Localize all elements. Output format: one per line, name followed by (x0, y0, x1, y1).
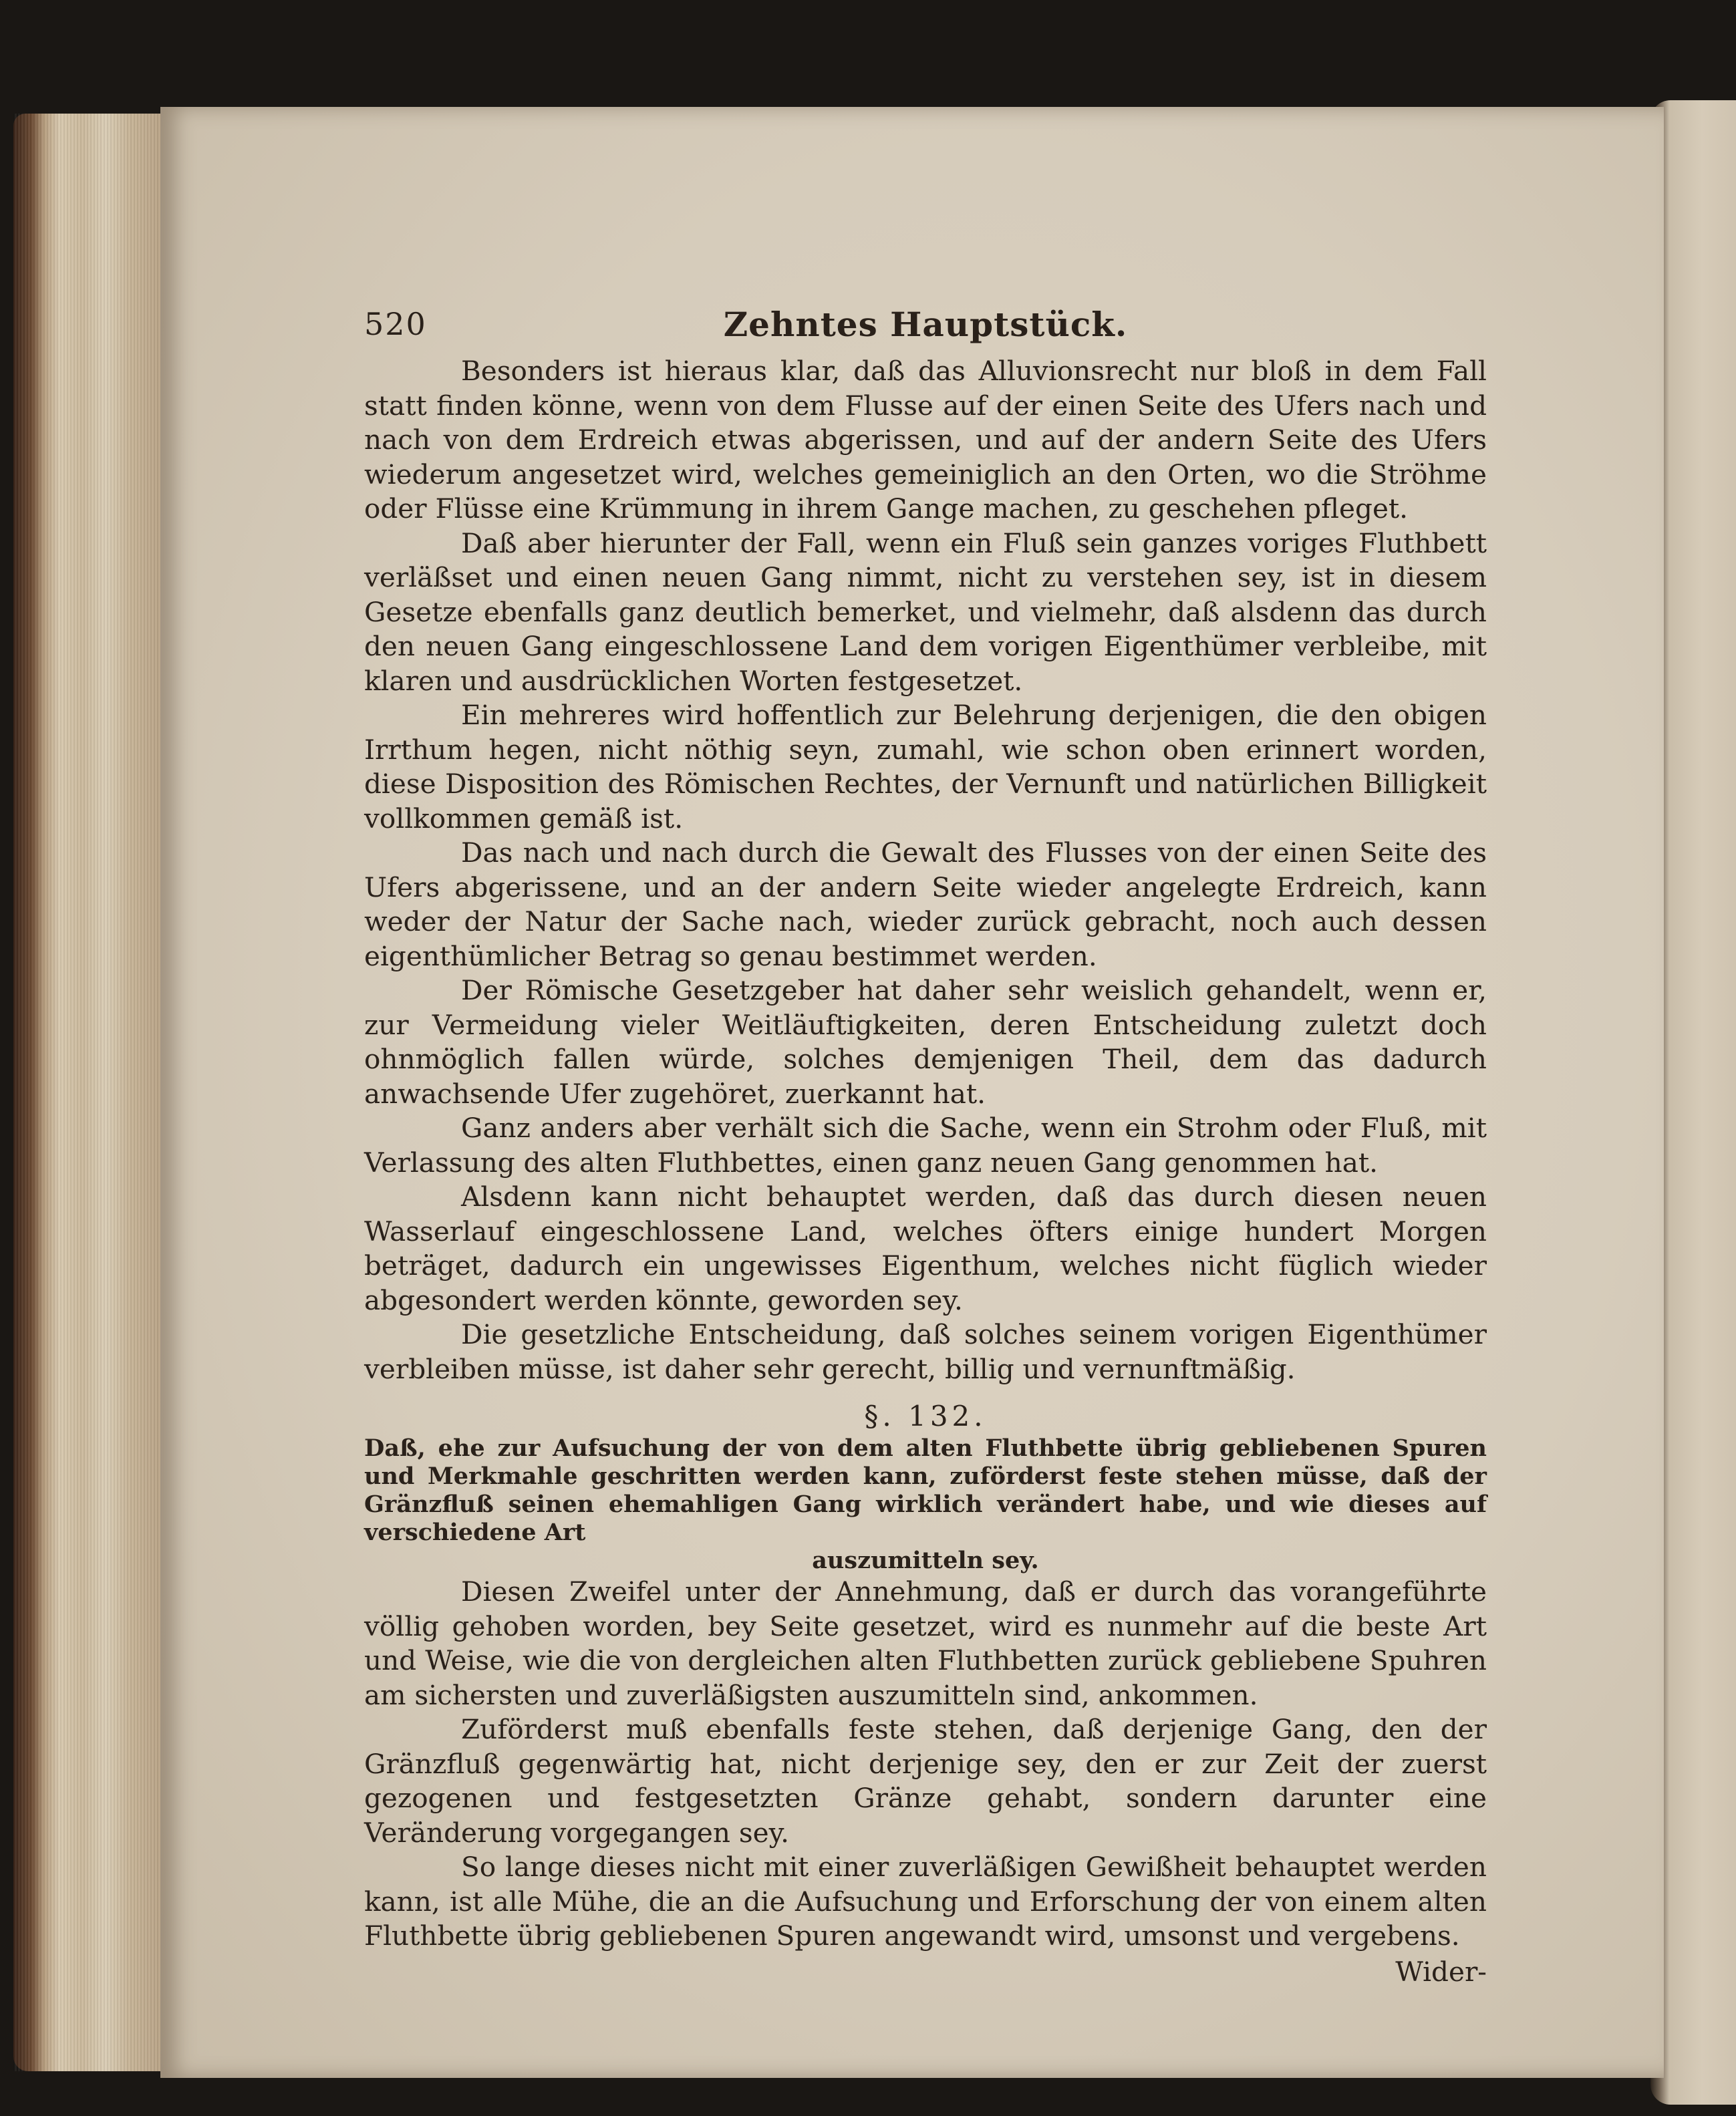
paragraph: So lange dieses nicht mit einer zuverläßigen Gewißheit behauptet werden kann, ist alle Mühe, die an die Aufsuchung und Erforschung der von einem alten Fluthbette übrig gebliebenen Spuren angewandt wird, umsonst und vergebens. (364, 1851, 1487, 1952)
section-summary-text: Daß, ehe zur Aufsuchung der von dem alten Fluthbette übrig gebliebenen Spuren und Merkmahle geschritten werden kann, zuförderst feste stehen müsse, daß der Gränzfluß seinen ehemahligen Gang wirklich verändert habe, und wie dieses auf verschiedene Art (364, 1434, 1487, 1546)
book-page-edges (13, 114, 167, 2071)
page-header (364, 307, 1487, 354)
section-number: §. 132. (864, 1400, 987, 1432)
section-summary-end: auszumitteln sey. (812, 1547, 1039, 1574)
page-number: 520 (364, 306, 427, 342)
paragraph: Der Römische Gesetzgeber hat daher sehr weislich gehandelt, wenn er, zur Vermeidung vieler Weitläuftigkeiten, deren Entscheidung zuletzt doch ohnmöglich fallen würde, solches demjenigen Theil, dem das dadurch anwachsende Ufer zugehöret, zuerkannt hat. (364, 974, 1487, 1110)
paragraph: Zuförderst muß ebenfalls feste stehen, daß derjenige Gang, den der Gränzfluß gegenwärtig hat, nicht derjenige sey, den er zur Zeit der zuerst gezogenen und festgesetzten Gränze gehabt, sondern darunter eine Veränderung vorgegangen sey. (364, 1713, 1487, 1849)
section-summary (364, 1434, 1487, 1575)
running-title: Zehntes Hauptstück. (723, 305, 1128, 344)
paragraph: Die gesetzliche Entscheidung, daß solches seinem vorigen Eigenthümer verbleiben müsse, ist daher sehr gerecht, billig und vernunftmäßig. (364, 1318, 1487, 1385)
page-text (364, 307, 1487, 1989)
catchword: Wider- (1395, 1955, 1487, 1988)
paragraph: Ganz anders aber verhält sich die Sache, wenn ein Strohm oder Fluß, mit Verlassung des alten Fluthbettes, einen ganz neuen Gang genommen hat. (364, 1112, 1487, 1179)
paragraph: Daß aber hierunter der Fall, wenn ein Fluß sein ganzes voriges Fluthbett verläßset und einen neuen Gang nimmt, nicht zu verstehen sey, ist in diesem Gesetze ebenfalls ganz deutlich bemerket, und vielmehr, daß alsdenn das durch den neuen Gang eingeschlossene Land dem vorigen Eigenthümer verbleibe, mit klaren und ausdrücklichen Worten festgesetzet. (364, 526, 1487, 697)
paragraph: Alsdenn kann nicht behauptet werden, daß das durch diesen neuen Wasserlauf eingeschlossene Land, welches öfters einige hundert Morgen beträget, dadurch ein ungewisses Eigenthum, welches nicht füglich wieder abgesondert werden könnte, geworden sey. (364, 1181, 1487, 1316)
paragraph: Ein mehreres wird hoffentlich zur Belehrung derjenigen, die den obigen Irrthum hegen, nicht nöthig seyn, zumahl, wie schon oben erinnert worden, diese Disposition des Römischen Rechtes, der Vernunft und natürlichen Billigkeit vollkommen gemäß ist. (364, 699, 1487, 835)
paragraph: Besonders ist hieraus klar, daß das Alluvionsrecht nur bloß in dem Fall statt finden könne, wenn von dem Flusse auf der einen Seite des Ufers nach und nach von dem Erdreich etwas abgerissen, und auf der andern Seite des Ufers wiederum angesetzet wird, welches gemeiniglich an den Orten, wo die Ströhme oder Flüsse eine Krümmung in ihrem Gange machen, zu geschehen pfleget. (364, 355, 1487, 524)
paragraph: Das nach und nach durch die Gewalt des Flusses von der einen Seite des Ufers abgerissene, und an der andern Seite wieder angelegte Erdreich, kann weder der Natur der Sache nach, wieder zurück gebracht, noch auch dessen eigenthümlicher Betrag so genau bestimmet werden. (364, 837, 1487, 972)
paragraph: Diesen Zweifel unter der Annehmung, daß er durch das vorangeführte völlig gehoben worden, bey Seite gesetzet, wird es nunmehr auf die beste Art und Weise, wie die von dergleichen alten Fluthbetten zurück gebliebene Spuhren am sichersten und zuverläßigsten auszumitteln sind, ankommen. (364, 1575, 1487, 1711)
